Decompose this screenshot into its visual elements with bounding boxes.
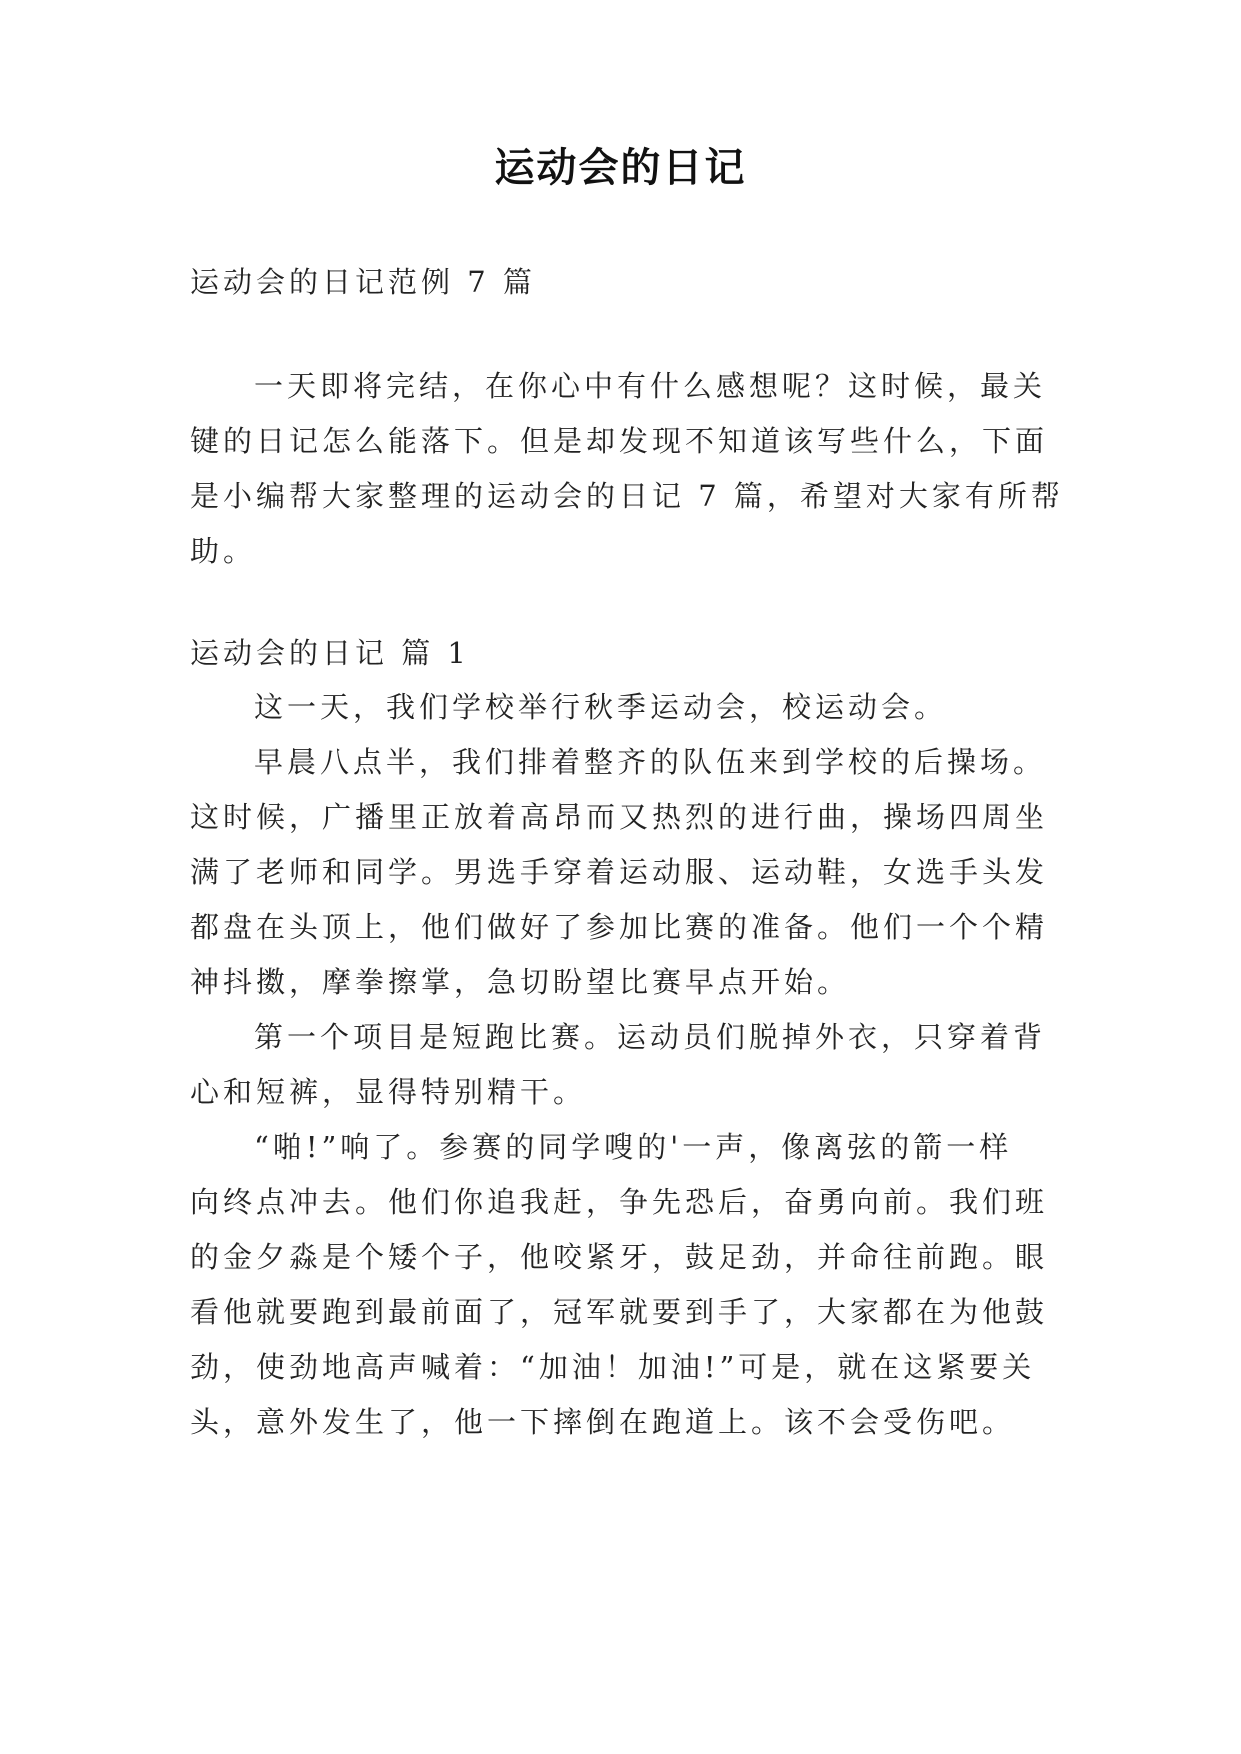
paragraph-line: 满了老师和同学。男选手穿着运动服、运动鞋，女选手头发	[190, 855, 1049, 889]
paragraph-line: 头，意外发生了，他一下摔倒在跑道上。该不会受伤吧。	[190, 1405, 1016, 1439]
intro-line: 助。	[190, 534, 257, 568]
document-title: 运动会的日记	[494, 145, 747, 191]
document-subtitle: 运动会的日记范例 7 篇	[190, 265, 536, 299]
paragraph-line: 的金夕淼是个矮个子，他咬紧牙，鼓足劲，并命往前跑。眼	[190, 1240, 1049, 1274]
paragraph-line: 向终点冲去。他们你追我赶，争先恐后，奋勇向前。我们班	[190, 1185, 1049, 1219]
paragraph-line: 神抖擞，摩拳擦掌，急切盼望比赛早点开始。	[190, 965, 851, 999]
paragraph-line: 看他就要跑到最前面了，冠军就要到手了，大家都在为他鼓	[190, 1295, 1049, 1329]
paragraph-line: 心和短裤，显得特别精干。	[190, 1075, 587, 1109]
section-heading: 运动会的日记 篇 1	[190, 636, 470, 670]
paragraph-line: 早晨八点半，我们排着整齐的队伍来到学校的后操场。	[254, 745, 1047, 779]
paragraph-line: 劲，使劲地高声喊着：“加油！加油!”可是，就在这紧要关	[190, 1350, 1036, 1384]
paragraph-line: 这时候，广播里正放着高昂而又热烈的进行曲，操场四周坐	[190, 800, 1049, 834]
intro-line: 是小编帮大家整理的运动会的日记 7 篇，希望对大家有所帮	[190, 479, 1064, 513]
intro-line: 一天即将完结，在你心中有什么感想呢？这时候，最关	[254, 369, 1047, 403]
paragraph-line: “啪!”响了。参赛的同学嗖的'一声，像离弦的箭一样	[254, 1130, 1013, 1164]
paragraph-line: 第一个项目是短跑比赛。运动员们脱掉外衣，只穿着背	[254, 1020, 1047, 1054]
paragraph-line: 都盘在头顶上，他们做好了参加比赛的准备。他们一个个精	[190, 910, 1049, 944]
intro-line: 键的日记怎么能落下。但是却发现不知道该写些什么，下面	[190, 424, 1049, 458]
paragraph-line: 这一天，我们学校举行秋季运动会，校运动会。	[254, 690, 948, 724]
